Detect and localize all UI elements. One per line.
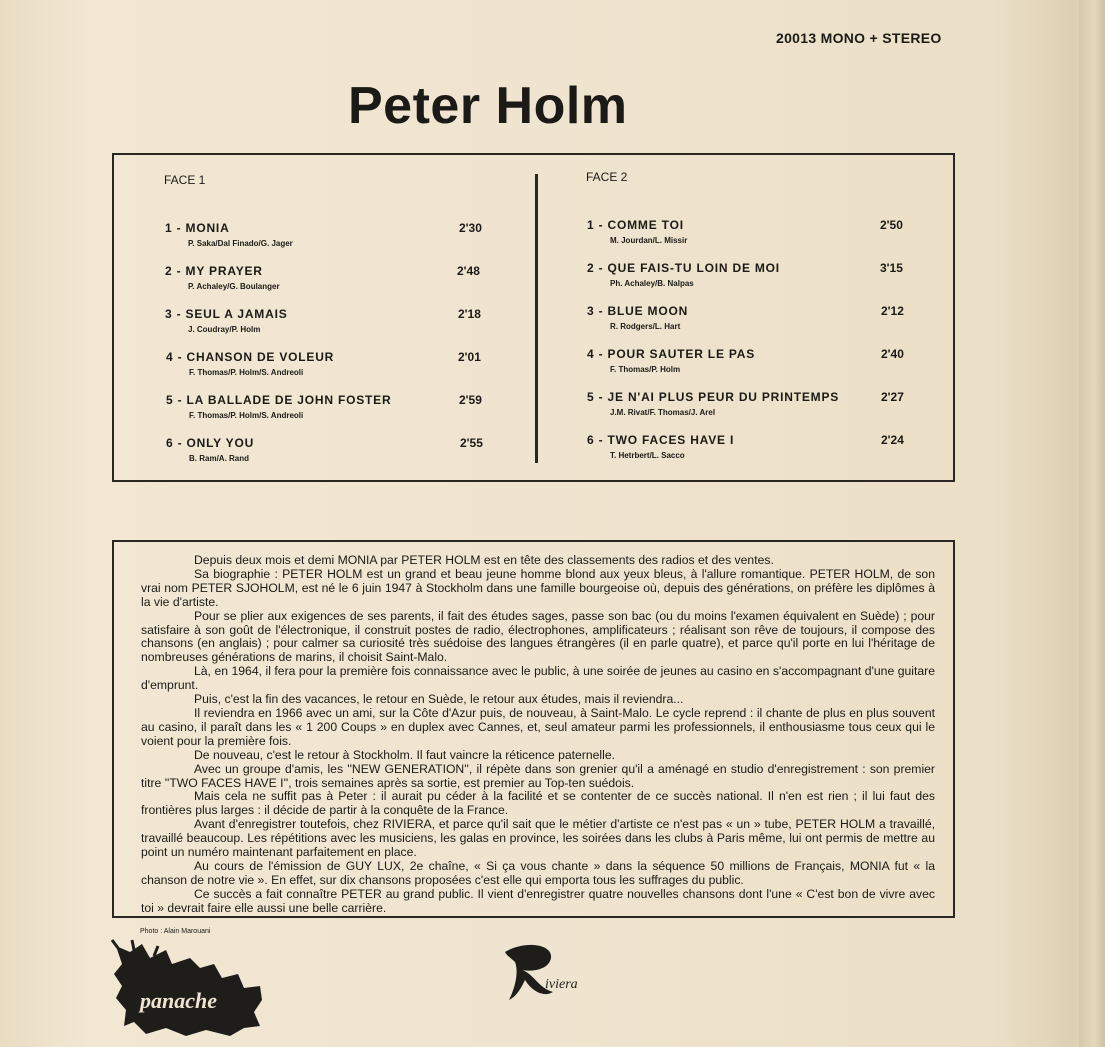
bio-paragraph: De nouveau, c'est le retour à Stockholm. Il faut vaincre la réticence paternelle. <box>194 747 615 762</box>
face2-track <box>587 347 917 381</box>
bio-paragraph: Mais cela ne suffit pas à Peter : il aurait pu céder à la facilité et se contenter de ce succès national. Il n'en est rien ; il lui faut des frontières plus larges : il décide de partir à la conquête de la France. <box>141 789 935 818</box>
track-credits: R. Rodgers/L. Hart <box>610 322 681 331</box>
track-title: 5 - LA BALLADE DE JOHN FOSTER <box>166 393 392 407</box>
photo-credit: Photo : Alain Marouani <box>140 928 211 935</box>
face1-track <box>165 221 495 255</box>
track-credits: Ph. Achaley/B. Nalpas <box>610 279 694 288</box>
track-duration: 2'50 <box>880 218 903 232</box>
bio-paragraph: Ce succès a fait connaître PETER au grand public. Il vient d'enregistrer quatre nouvelles chansons dont l'une « C'est bon de vivre avec toi » devrait faire elle aussi une belle carrière. <box>141 886 935 915</box>
face1-label: FACE 1 <box>164 173 206 187</box>
track-duration: 2'27 <box>881 390 904 404</box>
track-credits: T. Hetrbert/L. Sacco <box>610 451 685 460</box>
track-credits: P. Achaley/G. Boulanger <box>188 282 280 291</box>
bio-paragraph: Au cours de l'émission de GUY LUX, 2e chaîne, « Si ça vous chante » dans la séquence 50 millions de Français, MONIA fut « la chanson de notre vie ». En effet, sur dix chansons proposées c'est elle qui emporta tous les suffrages du public. <box>141 858 935 887</box>
face1-track <box>165 307 495 341</box>
track-title: 2 - MY PRAYER <box>165 264 263 278</box>
track-credits: P. Saka/Dal Finado/G. Jager <box>188 239 293 248</box>
track-credits: F. Thomas/P. Holm/S. Andreoli <box>189 411 304 420</box>
bio-paragraph: Là, en 1964, il fera pour la première fois connaissance avec le public, à une soirée de jeunes au casino en s'accompagnant d'une guitare d'emprunt. <box>141 664 935 693</box>
face2-label: FACE 2 <box>586 170 628 184</box>
track-duration: 2'59 <box>459 393 482 407</box>
track-credits: F. Thomas/P. Holm/S. Andreoli <box>189 368 304 377</box>
bio-paragraph: Pour se plier aux exigences de ses parents, il fait des études sages, passe son bac (ou du moins l'examen équivalent en Suède) ; pour satisfaire à son goût de l'électronique, il construit postes de radio, électrophones, amplificateurs ; réalisant son rêve de toujours, il compose des chansons (en anglais) ; pour calmer sa curiosité très suédoise des langues étrangères (il en parle quatre), et parce qu'il porte en lui l'héritage de nombreuses générations de marins, il choisit Saint-Malo. <box>141 608 935 665</box>
track-credits: M. Jourdan/L. Missir <box>610 236 688 245</box>
track-duration: 2'18 <box>458 307 481 321</box>
tracklist-box <box>112 153 955 482</box>
bio-paragraph: Il reviendra en 1966 avec un ami, sur la Côte d'Azur puis, de nouveau, à Saint-Malo. Le cycle reprend : il chante de plus en plus souvent au casino, il paraît dans les « 1 200 Coups » en duplex avec Cannes, et, seul amateur parmi les professionnels, il enthousiasme tous ceux qui le voient pour la première fois. <box>141 705 935 748</box>
track-title: 6 - TWO FACES HAVE I <box>587 433 735 447</box>
track-duration: 2'48 <box>457 264 480 278</box>
track-title: 4 - POUR SAUTER LE PAS <box>587 347 756 361</box>
track-title: 5 - JE N'AI PLUS PEUR DU PRINTEMPS <box>587 390 840 404</box>
track-credits: J.M. Rivat/F. Thomas/J. Arel <box>610 408 716 417</box>
track-title: 4 - CHANSON DE VOLEUR <box>166 350 335 364</box>
track-title: 2 - QUE FAIS-TU LOIN DE MOI <box>587 261 780 275</box>
face2-track <box>587 218 917 252</box>
track-title: 3 - SEUL A JAMAIS <box>165 307 288 321</box>
biography-box <box>112 540 955 918</box>
face-divider <box>535 174 538 463</box>
bio-paragraph: Avec un groupe d'amis, les ''NEW GENERATION'', il répète dans son grenier qu'il a aménagé en studio d'enregistrement : son premier titre ''TWO FACES HAVE I'', trois semaines après sa sortie, est premier au Top-ten suédois. <box>141 761 935 790</box>
track-title: 1 - COMME TOI <box>587 218 684 232</box>
track-duration: 2'30 <box>459 221 482 235</box>
track-title: 6 - ONLY YOU <box>166 436 255 450</box>
track-credits: B. Ram/A. Rand <box>189 454 250 463</box>
catalog-number: 20013 MONO + STEREO <box>776 30 942 46</box>
face1-track <box>166 393 496 427</box>
track-credits: F. Thomas/P. Holm <box>610 365 681 374</box>
face2-track <box>587 304 917 338</box>
biography-text <box>141 554 935 916</box>
face1-track <box>165 264 495 298</box>
face2-track <box>587 433 917 467</box>
bio-paragraph: Avant d'enregistrer toutefois, chez RIVIERA, et parce qu'il sait que le métier d'artiste ce n'est pas « un » tube, PETER HOLM a travaillé, travaillé beaucoup. Les répétitions avec les musiciens, les galas en province, les soirées dans les clubs à Paris même, lui ont permis de mettre au point un numéro maintenant parfaitement en place. <box>141 817 935 860</box>
sleeve-edge <box>1079 0 1105 1047</box>
track-duration: 2'40 <box>881 347 904 361</box>
bio-paragraph: Depuis deux mois et demi MONIA par PETER HOLM est en tête des classements des radios et des ventes. <box>194 553 774 567</box>
track-duration: 3'15 <box>880 261 903 275</box>
svg-text:panache: panache <box>140 988 217 1013</box>
riviera-logo <box>495 940 595 1005</box>
track-credits: J. Coudray/P. Holm <box>188 325 261 334</box>
track-duration: 2'12 <box>881 304 904 318</box>
track-duration: 2'01 <box>458 350 481 364</box>
track-title: 1 - MONIA <box>165 221 230 235</box>
face2-track <box>587 261 917 295</box>
face2-track <box>587 390 917 424</box>
bio-paragraph: Sa biographie : PETER HOLM est un grand et beau jeune homme blond aux yeux bleus, à l'allure romantique. PETER HOLM, de son vrai nom PETER SJOHOLM, est né le 6 juin 1947 à Stockholm dans une famille bourgeoise où, depuis des générations, on préfère les diplômes à la vie d'artiste. <box>141 566 935 609</box>
track-duration: 2'24 <box>881 433 904 447</box>
bio-paragraph: Puis, c'est la fin des vacances, le retour en Suède, le retour aux études, mais il reviendra... <box>194 692 684 707</box>
face1-track <box>166 350 496 384</box>
panache-logo <box>110 938 280 1038</box>
svg-text:iviera: iviera <box>545 977 578 992</box>
track-duration: 2'55 <box>460 436 483 450</box>
face1-track <box>166 436 496 470</box>
track-title: 3 - BLUE MOON <box>587 304 689 318</box>
artist-title: Peter Holm <box>348 77 628 135</box>
